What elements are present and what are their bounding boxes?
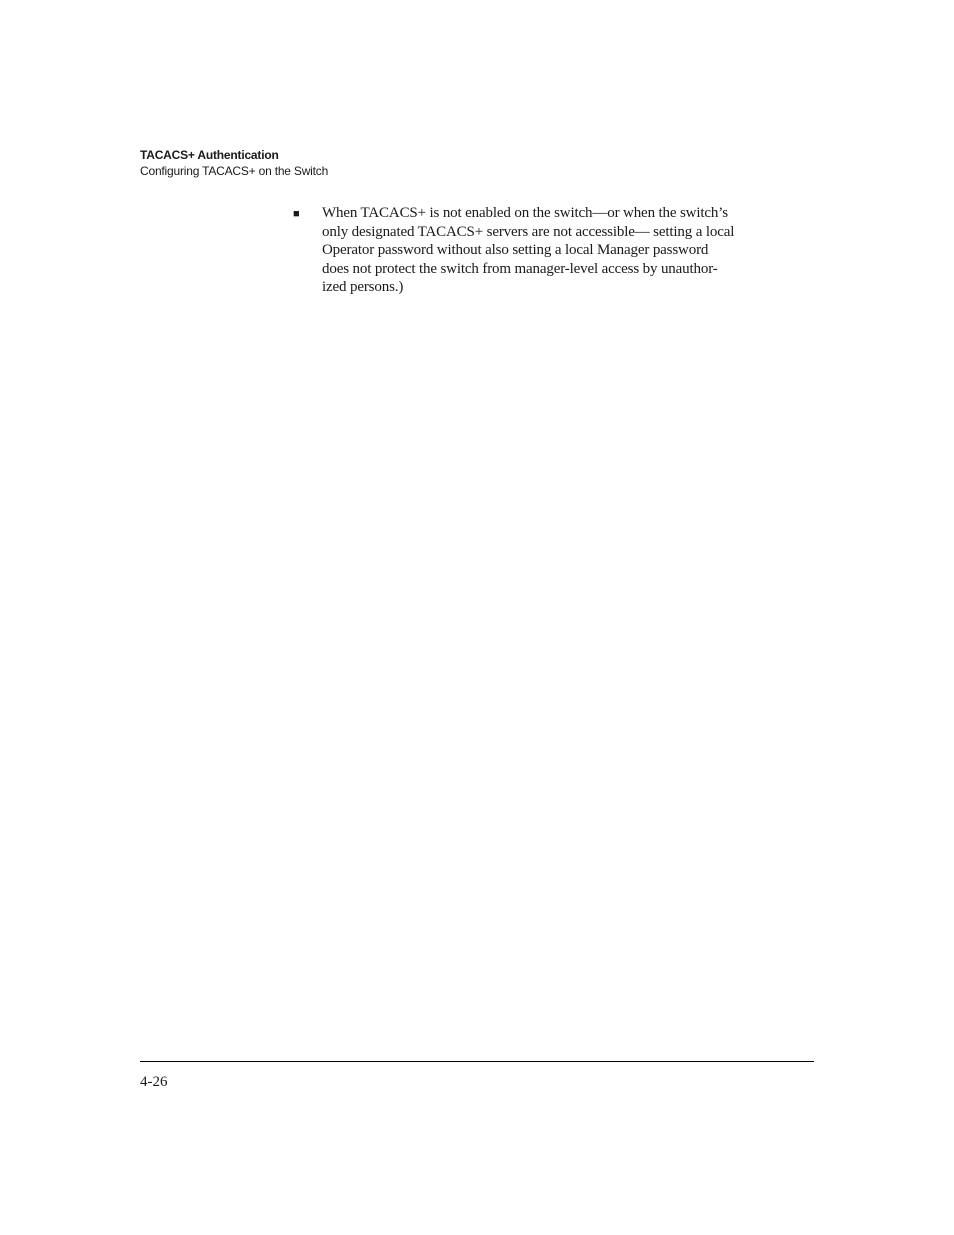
paragraph-line: only designated TACACS+ servers are not accessible— setting a local (322, 223, 735, 240)
paragraph-line: When TACACS+ is not enabled on the switch—or when the switch’s (322, 205, 728, 221)
paragraph-line: Operator password without also setting a local Manager password (322, 242, 709, 258)
square-bullet-icon: ■ (293, 208, 300, 220)
paragraph-line: does not protect the switch from manager-level access by unauthor- (322, 260, 718, 277)
bullet-list-item (293, 204, 793, 297)
header-section-title: TACACS+ Authentication (140, 148, 279, 162)
footer-divider (140, 1061, 814, 1062)
paragraph-line: ized persons.) (322, 279, 404, 295)
running-header (140, 147, 328, 179)
header-subsection-title: Configuring TACACS+ on the Switch (140, 164, 329, 178)
bullet-paragraph (322, 204, 793, 297)
page-number: 4-26 (140, 1074, 168, 1090)
